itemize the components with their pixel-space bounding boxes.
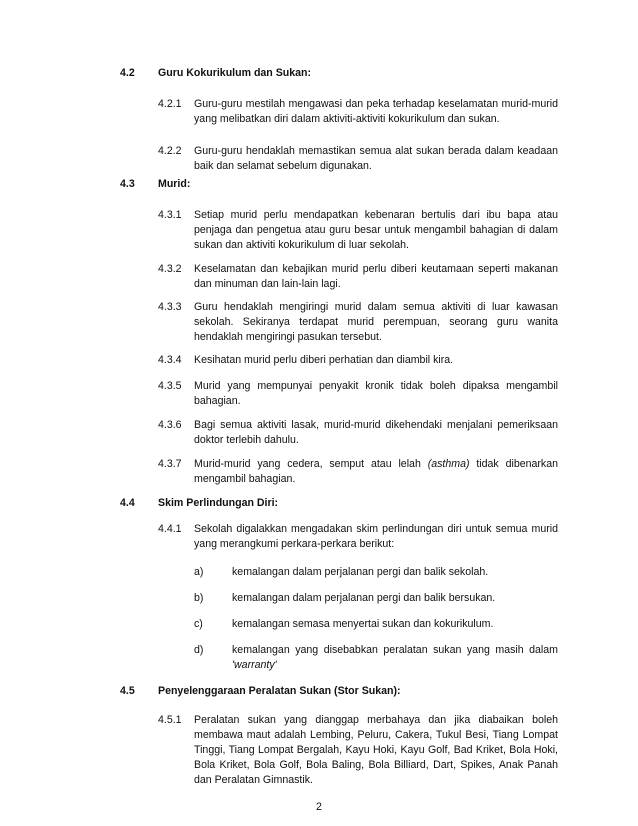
section-number: 4.5 xyxy=(120,685,135,697)
clause-text: Bagi semua aktiviti lasak, murid-murid dikehendaki menjalani pemeriksaan doktor terlebih dahulu. xyxy=(194,419,558,446)
clause-text: Murid yang mempunyai penyakit kronik tidak boleh dipaksa mengambil bahagian. xyxy=(194,380,558,407)
page-number: 2 xyxy=(316,801,322,813)
clause-text: Sekolah digalakkan mengadakan skim perlindungan diri untuk semua murid yang merangkumi perkara-perkara berikut: xyxy=(194,523,558,550)
clause-number: 4.3.7 xyxy=(158,458,182,470)
clause-text: Peralatan sukan yang dianggap merbahaya dan jika diabaikan boleh membawa maut adalah Lembing, Peluru, Cakera, Tukul Besi, Tiang Lompat Tinggi, Tiang Lompat Bergalah, Kayu Hoki, Kayu Golf, Bad Kriket, Bola Hoki, Bola Kriket, Bola Golf, Bola Baling, Bola Billiard, Dart, Spikes, Anak Panah dan Peralatan Gimnastik. xyxy=(194,714,558,786)
clause-text: Kesihatan murid perlu diberi perhatian dan diambil kira. xyxy=(194,354,454,366)
section-title: Murid: xyxy=(158,178,191,190)
clause-number: 4.3.4 xyxy=(158,354,182,366)
list-item-text-italic: 'warranty' xyxy=(232,659,277,671)
clause-number: 4.2.1 xyxy=(158,98,182,110)
list-item-text-part: kemalangan yang disebabkan peralatan sukan yang masih dalam xyxy=(232,644,558,656)
clause-number: 4.3.2 xyxy=(158,263,182,275)
clause-number: 4.3.3 xyxy=(158,301,182,313)
list-item-text: kemalangan semasa menyertai sukan dan kokurikulum. xyxy=(232,618,494,630)
clause-text: Guru-guru hendaklah memastikan semua alat sukan berada dalam keadaan baik dan selamat sebelum digunakan. xyxy=(194,145,558,172)
clause-text: Guru-guru mestilah mengawasi dan peka terhadap keselamatan murid-murid yang melibatkan diri dalam aktiviti-aktiviti kokurikulum dan sukan. xyxy=(194,98,558,125)
clause-number: 4.3.6 xyxy=(158,419,182,431)
clause-text xyxy=(194,457,558,487)
list-item-text xyxy=(232,643,558,673)
section-title: Skim Perlindungan Diri: xyxy=(158,497,279,509)
list-item-text: kemalangan dalam perjalanan pergi dan balik bersukan. xyxy=(232,592,496,604)
list-item-label: b) xyxy=(194,592,204,604)
clause-number: 4.5.1 xyxy=(158,714,182,726)
clause-text-italic: (asthma) xyxy=(427,458,470,470)
list-item-label: c) xyxy=(194,618,203,630)
clause-number: 4.4.1 xyxy=(158,523,182,535)
section-title: Guru Kokurikulum dan Sukan: xyxy=(158,67,312,79)
clause-text: Guru hendaklah mengiringi murid dalam semua aktiviti di luar kawasan sekolah. Sekiranya terdapat murid perempuan, seorang guru wanita hendaklah mengiringi pasukan tersebut. xyxy=(194,301,558,343)
clause-text: Keselamatan dan kebajikan murid perlu diberi keutamaan seperti makanan dan minuman dan lain-lain lagi. xyxy=(194,263,558,290)
clause-number: 4.2.2 xyxy=(158,145,182,157)
clause-number: 4.3.1 xyxy=(158,209,182,221)
clause-text-part: tidak dibenarkan mengambil bahagian. xyxy=(194,458,558,485)
list-item-label: a) xyxy=(194,566,204,578)
section-number: 4.3 xyxy=(120,178,135,190)
list-item-label: d) xyxy=(194,644,204,656)
list-item-text: kemalangan dalam perjalanan pergi dan balik sekolah. xyxy=(232,566,489,578)
section-number: 4.4 xyxy=(120,497,135,509)
section-title: Penyelenggaraan Peralatan Sukan (Stor Sukan): xyxy=(158,685,401,697)
clause-text-part: Murid-murid yang cedera, semput atau lelah xyxy=(194,458,428,470)
clause-text: Setiap murid perlu mendapatkan kebenaran bertulis dari ibu bapa atau penjaga dan pengetua atau guru besar untuk mengambil bahagian di dalam sukan dan aktiviti kokurikulum di luar sekolah. xyxy=(194,209,558,251)
clause-number: 4.3.5 xyxy=(158,380,182,392)
section-number: 4.2 xyxy=(120,67,135,79)
